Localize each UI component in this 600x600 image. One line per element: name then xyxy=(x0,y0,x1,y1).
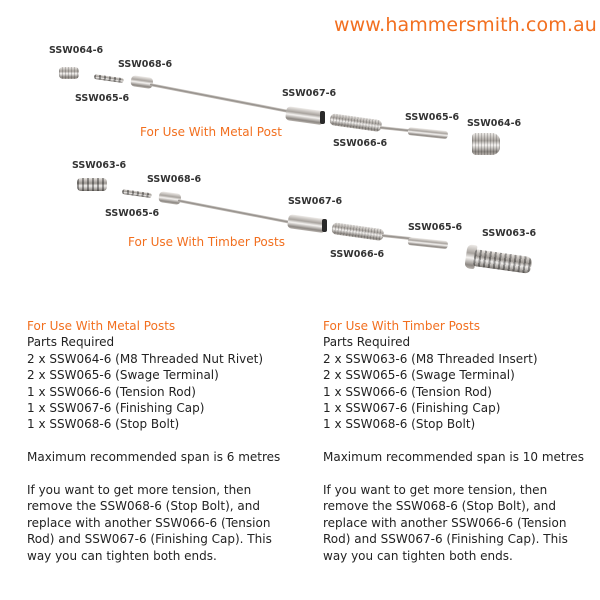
tension-note-line: way you can tighten both ends. xyxy=(323,548,513,563)
tension-note-line: remove the SSW068-6 (Stop Bolt), and xyxy=(27,499,260,514)
finishing-cap-end xyxy=(320,111,325,124)
label-ssw065-left: SSW065-6 xyxy=(75,93,130,104)
metal-posts-heading: For Use With Metal Posts xyxy=(27,319,176,333)
part-item: 2 x SSW064-6 (M8 Threaded Nut Rivet) xyxy=(27,351,264,366)
part-item: 1 x SSW066-6 (Tension Rod) xyxy=(27,384,196,399)
parts-required-title: Parts Required xyxy=(27,335,115,350)
finishing-cap-icon xyxy=(285,106,325,125)
label-ssw068: SSW068-6 xyxy=(118,59,173,70)
timber-post-caption: For Use With Timber Posts xyxy=(128,235,285,249)
timber-posts-section xyxy=(323,318,600,564)
label-ssw066: SSW066-6 xyxy=(330,249,385,260)
tension-note-line: If you want to get more tension, then xyxy=(323,483,548,498)
label-ssw067: SSW067-6 xyxy=(282,88,337,99)
rod xyxy=(150,83,290,113)
label-ssw063-left: SSW063-6 xyxy=(72,160,127,171)
part-item: 1 x SSW066-6 (Tension Rod) xyxy=(323,384,492,399)
threaded-insert-right-icon xyxy=(473,249,533,274)
stop-bolt-icon xyxy=(158,191,181,205)
span-note: Maximum recommended span is 6 metres xyxy=(27,450,281,465)
part-item: 1 x SSW067-6 (Finishing Cap) xyxy=(323,401,501,416)
nut-rivet-left-icon xyxy=(59,67,79,79)
part-item: 1 x SSW067-6 (Finishing Cap) xyxy=(27,401,205,416)
metal-post-caption: For Use With Metal Post xyxy=(140,125,282,139)
swage-terminal-right-icon xyxy=(408,237,449,249)
tension-note-line: Rod) and SSW067-6 (Finishing Cap). This xyxy=(27,532,272,547)
part-item: 2 x SSW065-6 (Swage Terminal) xyxy=(323,368,515,383)
tension-note-line: replace with another SSW066-6 (Tension xyxy=(27,515,271,530)
label-ssw068: SSW068-6 xyxy=(147,174,202,185)
metal-posts-section xyxy=(27,318,307,564)
tension-note-line: way you can tighten both ends. xyxy=(27,548,217,563)
swage-terminal-left-icon xyxy=(94,74,124,83)
finishing-cap-icon xyxy=(287,214,327,233)
nut-rivet-right-icon xyxy=(472,133,500,155)
threaded-insert-left-icon xyxy=(77,178,107,191)
rod xyxy=(178,199,291,224)
label-ssw065-right: SSW065-6 xyxy=(405,112,460,123)
label-ssw065-left: SSW065-6 xyxy=(105,208,160,219)
tension-note-line: If you want to get more tension, then xyxy=(27,483,252,498)
part-item: 2 x SSW065-6 (Swage Terminal) xyxy=(27,368,219,383)
tension-note-line: Rod) and SSW067-6 (Finishing Cap). This xyxy=(323,532,568,547)
label-ssw065-right: SSW065-6 xyxy=(408,222,463,233)
part-item: 1 x SSW068-6 (Stop Bolt) xyxy=(323,417,476,432)
tension-rod-icon xyxy=(329,113,382,132)
part-item: 2 x SSW063-6 (M8 Threaded Insert) xyxy=(323,351,538,366)
part-item: 1 x SSW068-6 (Stop Bolt) xyxy=(27,417,180,432)
label-ssw063-right: SSW063-6 xyxy=(482,228,537,239)
finishing-cap-end xyxy=(322,219,327,232)
tension-rod-icon xyxy=(331,222,384,241)
label-ssw064-left: SSW064-6 xyxy=(49,45,104,56)
swage-terminal-right-icon xyxy=(408,127,449,139)
label-ssw066: SSW066-6 xyxy=(333,138,388,149)
tension-note-line: remove the SSW068-6 (Stop Bolt), and xyxy=(323,499,556,514)
timber-posts-heading: For Use With Timber Posts xyxy=(323,319,480,333)
tension-note-line: replace with another SSW066-6 (Tension xyxy=(323,515,567,530)
span-note: Maximum recommended span is 10 metres xyxy=(323,450,584,465)
parts-required-title: Parts Required xyxy=(323,335,411,350)
swage-terminal-left-icon xyxy=(122,189,152,198)
site-url[interactable]: www.hammersmith.com.au xyxy=(334,14,597,36)
label-ssw067: SSW067-6 xyxy=(288,196,343,207)
label-ssw064-right: SSW064-6 xyxy=(467,118,522,129)
stop-bolt-icon xyxy=(130,75,153,89)
